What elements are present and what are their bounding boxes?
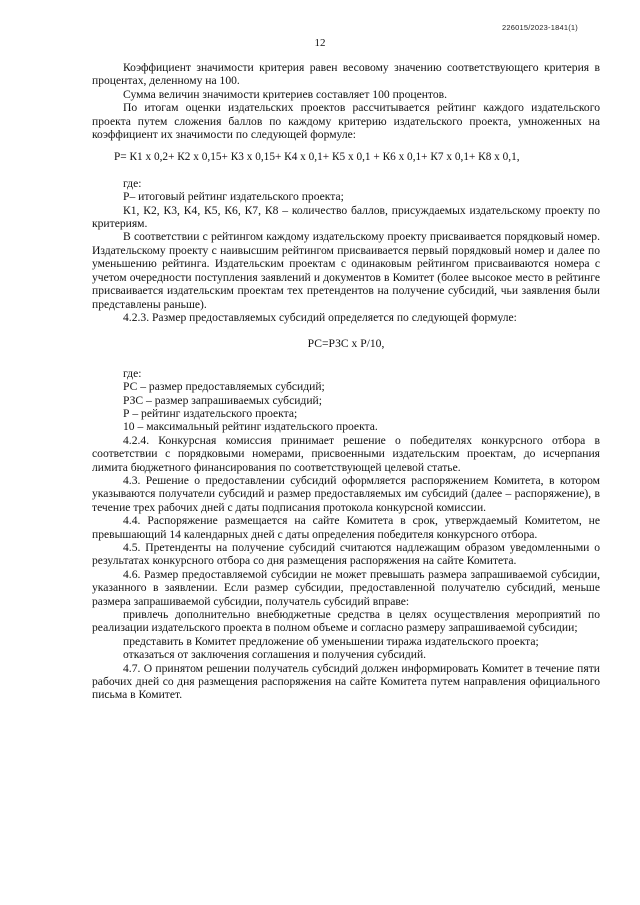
paragraph: отказаться от заключения соглашения и получения субсидий. xyxy=(123,648,427,662)
document-number: 226015/2023-1841(1) xyxy=(502,23,578,32)
paragraph: 4.2.4. Конкурсная комиссия принимает решение о победителях конкурсного отбора в соответствии с порядковыми номерами, присвоенными издательским проектам, до исчерпания лимита бюджетного финансирования по соответствующей целевой статье. xyxy=(92,433,600,474)
document-body xyxy=(92,61,600,702)
paragraph: В соответствии с рейтингом каждому издательскому проекту присваивается порядковый номер. Издательскому проекту с наивысшим рейтингом присваивается первый порядковый номер и далее по уменьшению рейтинга. Издательским проектам с одинаковым рейтингом присваиваются номера с учетом очередности поступления заявлений и документов в Комитет (более высокое место в рейтинге присваивается издательским проектам тех претендентов на получение субсидий, чьи заявления были представлены раньше). xyxy=(92,230,600,311)
paragraph: РС – размер предоставляемых субсидий; xyxy=(123,380,325,394)
paragraph: где: xyxy=(123,366,142,380)
paragraph: 4.7. О принятом решении получатель субсидий должен информировать Комитет в течение пяти рабочих дней со дня размещения распоряжения на сайте Комитета путем направления официального письма в Комитет. xyxy=(92,661,600,702)
paragraph: 10 – максимальный рейтинг издательского проекта. xyxy=(123,420,378,434)
paragraph: 4.4. Распоряжение размещается на сайте Комитета в срок, утверждаемый Комитетом, не превышающий 14 календарных дней с даты определения победителя конкурсного отбора. xyxy=(92,514,600,541)
paragraph: привлечь дополнительно внебюджетные средства в целях осуществления мероприятий по реализации издательского проекта в полном объеме и согласно размеру запрашиваемой субсидии; xyxy=(92,608,600,635)
paragraph: где: xyxy=(123,176,142,190)
paragraph: По итогам оценки издательских проектов рассчитывается рейтинг каждого издательского проекта путем сложения баллов по каждому критерию издательского проекта, умноженных на коэффициент их значимости по следующей формуле: xyxy=(92,101,600,142)
paragraph: Р– итоговый рейтинг издательского проекта; xyxy=(123,190,344,204)
paragraph: Коэффициент значимости критерия равен весовому значению соответствующего критерия в процентах, деленному на 100. xyxy=(92,61,600,88)
paragraph: 4.6. Размер предоставляемой субсидии не может превышать размера запрашиваемой субсидии, указанного в заявлении. Если размер субсидии, предоставленной получателю субсидий, меньше размера запрашиваемой субсидии, получатель субсидий вправе: xyxy=(92,567,600,608)
page-number: 12 xyxy=(314,37,326,49)
paragraph: 4.5. Претенденты на получение субсидий считаются надлежащим образом уведомленными о результатах конкурсного отбора со дня размещения распоряжения на сайте Комитета. xyxy=(92,541,600,568)
paragraph: Сумма величин значимости критериев составляет 100 процентов. xyxy=(123,87,448,101)
rating-formula: Р= К1 х 0,2+ К2 х 0,15+ К3 х 0,15+ К4 х 0,1+ К5 х 0,1 + К6 х 0,1+ К7 х 0,1+ К8 х 0,1, xyxy=(114,151,520,164)
paragraph: представить в Комитет предложение об уменьшении тиража издательского проекта; xyxy=(123,634,539,648)
subsidy-formula: РС=РЗС х Р/10, xyxy=(307,337,385,351)
paragraph: Р – рейтинг издательского проекта; xyxy=(123,406,298,420)
paragraph: 4.2.3. Размер предоставляемых субсидий определяется по следующей формуле: xyxy=(123,310,517,324)
paragraph: РЗС – размер запрашиваемых субсидий; xyxy=(123,393,322,407)
paragraph: 4.3. Решение о предоставлении субсидий оформляется распоряжением Комитета, в котором указываются получатели субсидий и размер предоставляемых им субсидий (далее – распоряжение), в течение трех рабочих дней с даты подписания протокола конкурсной комиссии. xyxy=(92,473,600,514)
paragraph: К1, К2, К3, К4, К5, К6, К7, К8 – количество баллов, присуждаемых издательскому проекту по критериям. xyxy=(92,203,600,231)
